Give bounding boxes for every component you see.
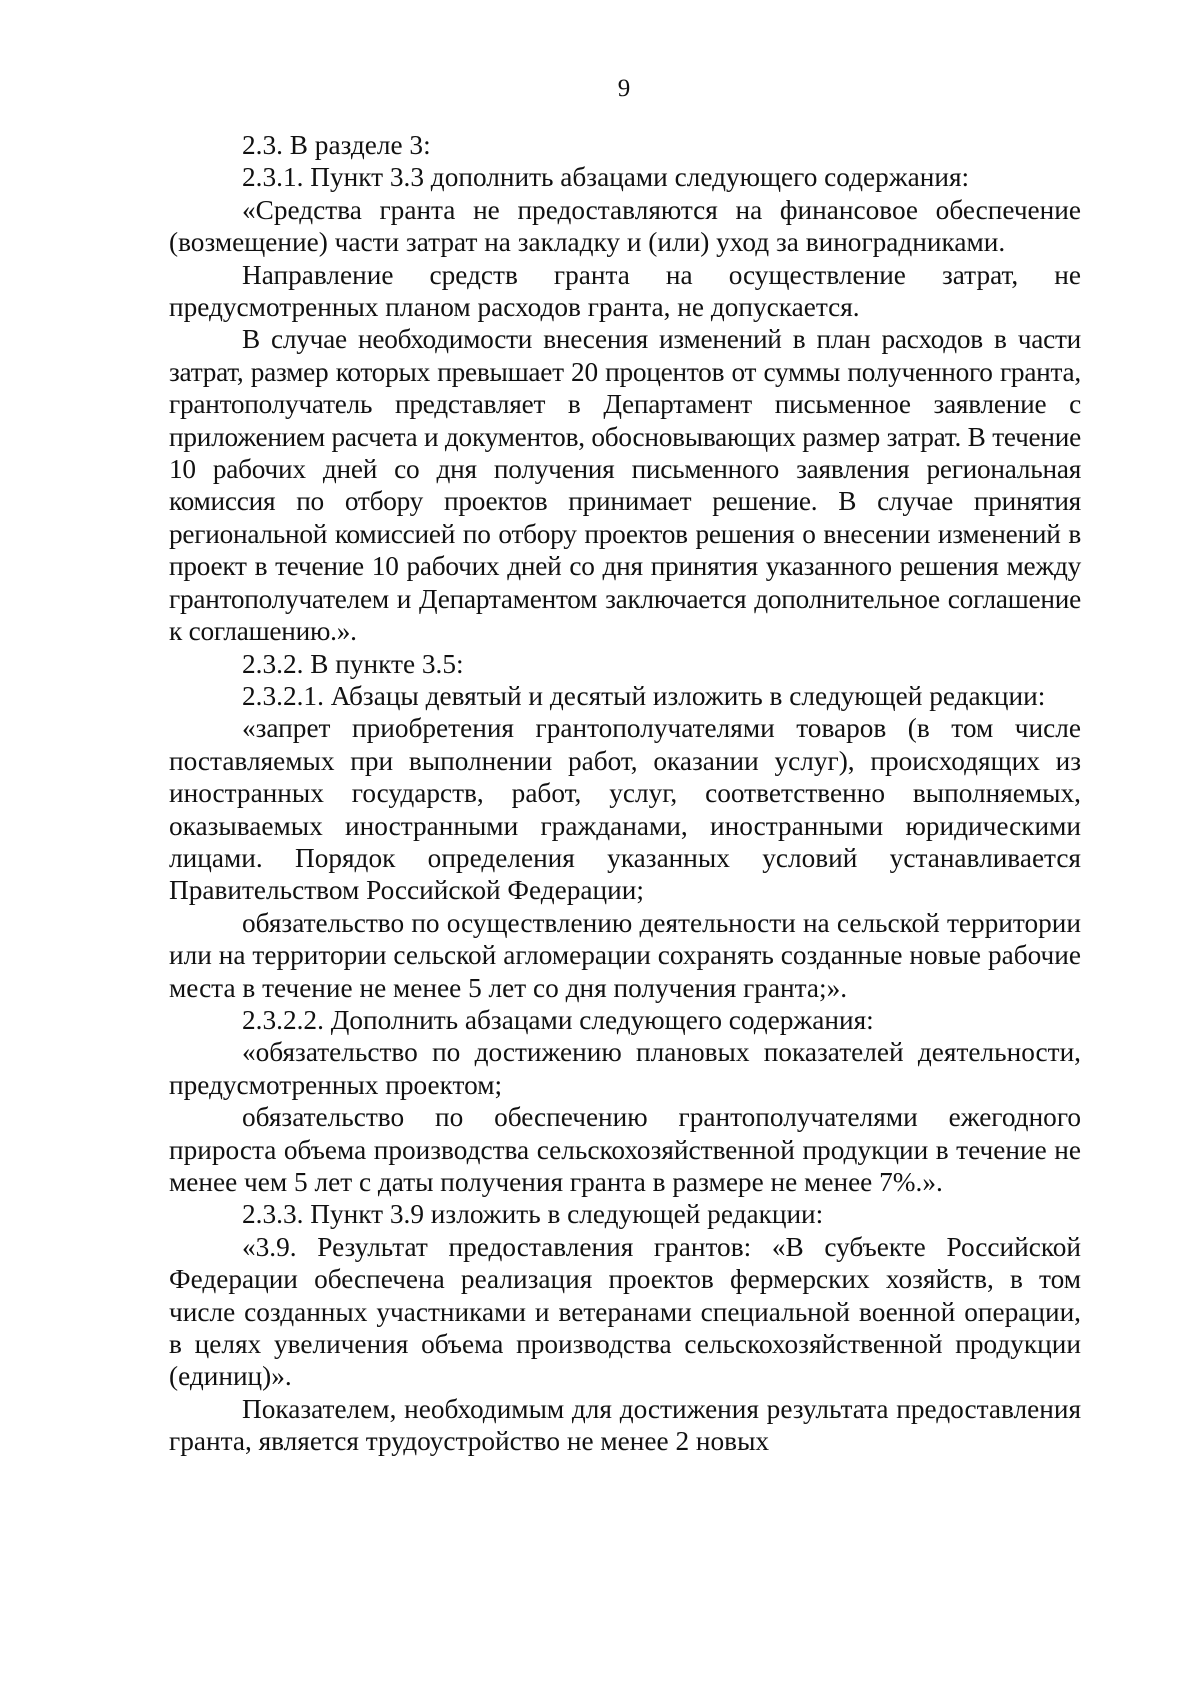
paragraph-grant-result: «3.9. Результат предоставления грантов: «В субъекте Российской Федерации обеспечена реализация проектов фермерских хозяйств, в том числе созданных участниками и ветеранами специальной военной операции, в целях увеличения объема производства сельскохозяйственной продукции (единиц)».: [169, 1231, 1081, 1392]
paragraph-foreign-goods-ban: «запрет приобретения грантополучателями товаров (в том числе поставляемых при выполнении работ, оказании услуг), происходящих из иностранных государств, работ, услуг, соответственно выполняемых, оказываемых иностранными гражданами, иностранными юридическими лицами. Порядок определения указанных условий устанавливается Правительством Российской Федерации;: [169, 713, 1081, 906]
paragraph-item-2-3-2-2: 2.3.2.2. Дополнить абзацами следующего содержания:: [242, 1004, 874, 1035]
paragraph-unplanned-expenses: Направление средств гранта на осуществление затрат, не предусмотренных планом расходов гранта, не допускается.: [169, 259, 1081, 323]
paragraph-section-2-3-heading: 2.3. В разделе 3:: [242, 130, 431, 160]
paragraph-item-2-3-2: 2.3.2. В пункте 3.5:: [242, 648, 464, 679]
paragraph-grant-indicator: Показателем, необходимым для достижения результата предоставления гранта, является трудоустройство не менее 2 новых: [169, 1393, 1081, 1457]
paragraph-item-2-3-2-1: 2.3.2.1. Абзацы девятый и десятый изложить в следующей редакции:: [242, 680, 1046, 711]
page-number: 9: [617, 75, 631, 102]
paragraph-grant-funds-restriction: «Средства гранта не предоставляются на финансовое обеспечение (возмещение) части затрат на закладку и (или) уход за виноградниками.: [169, 194, 1081, 258]
paragraph-production-growth: обязательство по обеспечению грантополучателями ежегодного прироста объема производства сельскохозяйственной продукции в течение не менее чем 5 лет с даты получения гранта в размере не менее 7%.».: [169, 1102, 1081, 1197]
paragraph-planned-indicators: «обязательство по достижению плановых показателей деятельности, предусмотренных проектом;: [169, 1037, 1081, 1100]
paragraph-item-2-3-3: 2.3.3. Пункт 3.9 изложить в следующей редакции:: [242, 1199, 824, 1230]
paragraph-item-2-3-1: 2.3.1. Пункт 3.3 дополнить абзацами следующего содержания:: [242, 162, 970, 193]
paragraph-jobs-obligation: обязательство по осуществлению деятельности на сельской территории или на территории сельской агломерации сохранять созданные новые рабочие места в течение не менее 5 лет со дня получения гранта;».: [169, 907, 1081, 1003]
paragraph-expense-plan-changes: В случае необходимости внесения изменений в план расходов в части затрат, размер которых превышает 20 процентов от суммы полученного гранта, грантополучатель представляет в Департамент письменное заявление с приложением расчета и документов, обосновывающих размер затрат. В течение 10 рабочих дней со дня получения письменного заявления региональная комиссия по отбору проектов принимает решение. В случае принятия региональной комиссией по отбору проектов решения о внесении изменений в проект в течение 10 рабочих дней со дня принятия указанного решения между грантополучателем и Департаментом заключается дополнительное соглашение к соглашению.».: [169, 324, 1081, 647]
document-body: [169, 129, 1081, 1458]
